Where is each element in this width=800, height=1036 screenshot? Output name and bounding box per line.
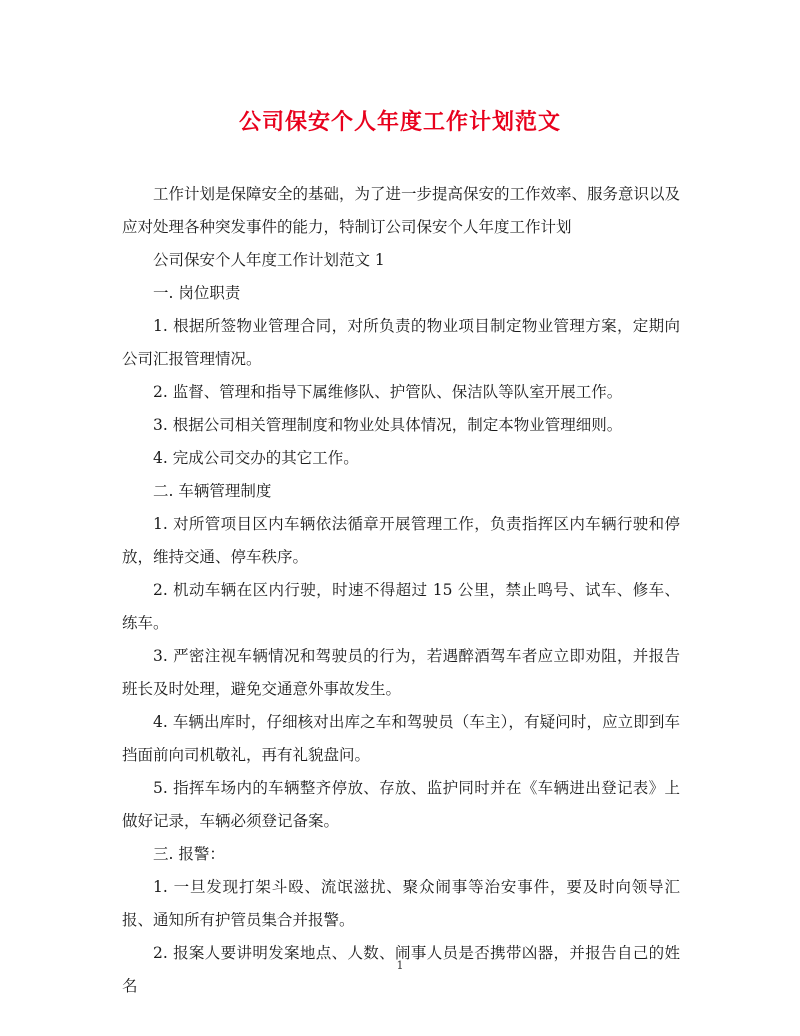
section-heading-vehicles: 二. 车辆管理制度 [153,482,272,500]
list-item: 1. 对所管项目区内车辆依法循章开展管理工作，负责指挥区内车辆行驶和停放，维持交通、停车秩序。 [122,515,680,566]
document-body [122,178,680,1003]
list-item: 1. 根据所签物业管理合同，对所负责的物业项目制定物业管理方案，定期向公司汇报管理情况。 [122,317,680,368]
list-item: 3. 根据公司相关管理制度和物业处具体情况，制定本物业管理细则。 [153,416,623,434]
intro-paragraph: 工作计划是保障安全的基础，为了进一步提高保安的工作效率、服务意识以及应对处理各种突发事件的能力，特制订公司保安个人年度工作计划 [122,185,681,236]
list-item: 4. 完成公司交办的其它工作。 [153,449,359,467]
list-item: 4. 车辆出库时，仔细核对出库之车和驾驶员（车主），有疑问时，应立即到车挡面前向司机敬礼，再有礼貌盘问。 [122,713,680,764]
list-item: 5. 指挥车场内的车辆整齐停放、存放、监护同时并在《车辆进出登记表》上做好记录，车辆必须登记备案。 [122,779,680,830]
list-item: 2. 监督、管理和指导下属维修队、护管队、保洁队等队室开展工作。 [153,383,623,401]
page-number: 1 [396,959,404,972]
list-item: 2. 机动车辆在区内行驶，时速不得超过 15 公里，禁止鸣号、试车、修车、练车。 [122,581,680,632]
section-heading-duties: 一. 岗位职责 [153,284,241,302]
list-item: 2. 报案人要讲明发案地点、人数、闹事人员是否携带凶器，并报告自己的姓名 [122,944,680,995]
list-item: 3. 严密注视车辆情况和驾驶员的行为，若遇醉酒驾车者应立即劝阻，并报告班长及时处理，避免交通意外事故发生。 [122,647,680,698]
section-heading-alarm: 三. 报警： [153,845,225,863]
subtitle-paragraph: 公司保安个人年度工作计划范文 1 [153,251,385,269]
list-item: 1. 一旦发现打架斗殴、流氓滋扰、聚众闹事等治安事件，要及时向领导汇报、通知所有护管员集合并报警。 [122,878,680,929]
document-title: 公司保安个人年度工作计划范文 [238,109,561,135]
